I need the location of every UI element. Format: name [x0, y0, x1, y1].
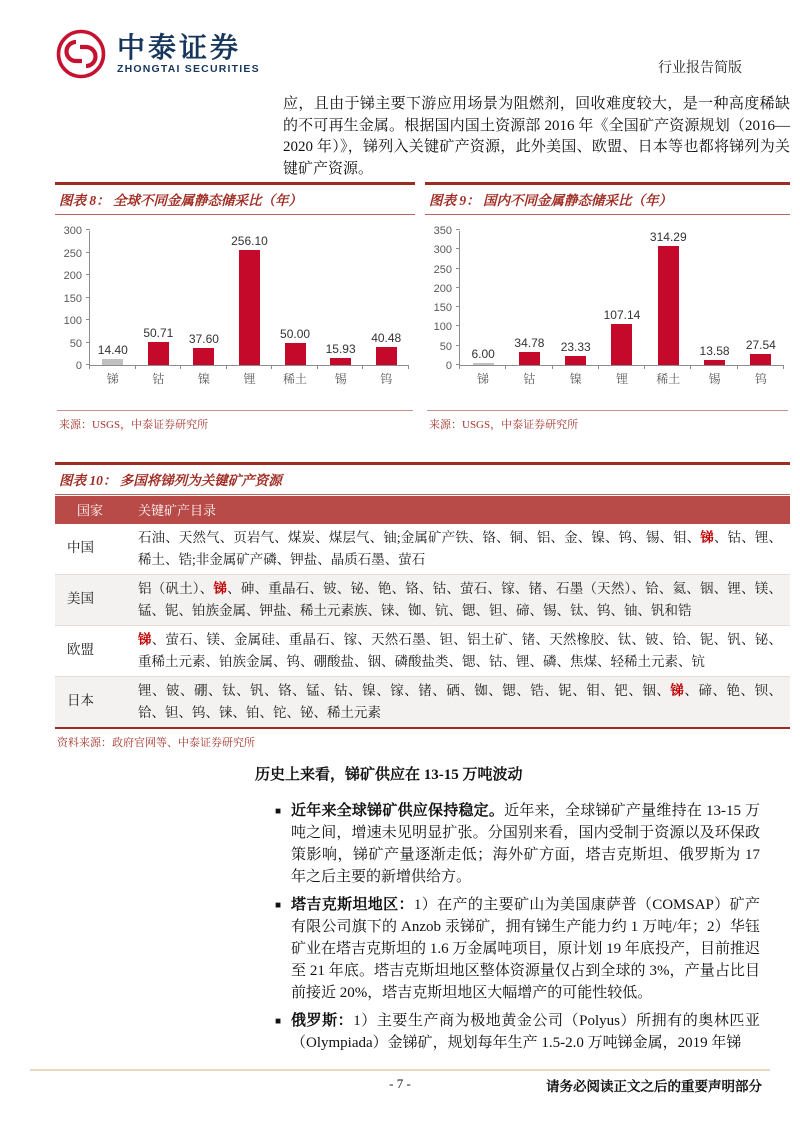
bar [750, 354, 771, 365]
highlighted-mineral: 锑 [138, 632, 152, 647]
bar [473, 363, 494, 365]
bar [565, 356, 586, 365]
logo-text [117, 33, 260, 75]
x-axis-tick-mark [180, 365, 181, 369]
bullet-rest-text: 1）主要生产商为极地黄金公司（Polyus）所拥有的奥林匹亚（Olympiada）金锑矿，规划每年生产 1.5-2.0 万吨锑金属，2019 年锑 [291, 1013, 760, 1051]
bullet-lead-text: 俄罗斯： [291, 1013, 354, 1029]
bar-slot [691, 230, 737, 365]
x-axis-tick-mark [135, 365, 136, 369]
figure-9-plot [459, 230, 784, 386]
figure-9-chart [425, 215, 790, 410]
x-axis-tick-mark [783, 365, 784, 369]
highlighted-mineral: 锑 [213, 581, 228, 596]
y-axis-tick-label: 150 [63, 292, 82, 305]
mineral-text: 、砷、重晶石、铍、铋、铯、铬、钴、萤石、镓、锗、石墨（天然）、铪、氦、铟、锂、镁、锰、铌、铂族金属、钾盐、稀土元素族、铼、铷、钪、锶、钽、碲、锡、钛、钨、铀、钒和锆 [138, 581, 783, 618]
figure-9-source: 来源：USGS，中泰证券研究所 [429, 419, 579, 431]
y-axis-tick-label: 0 [75, 360, 82, 372]
bullet-rest-text: 近年来，全球锑矿产量维持在 13-15 万吨之间，增速未见明显扩张。分国别来看，国内受制于资源以及环保政策影响，锑矿产量逐渐走低；海外矿方面，塔吉克斯坦、俄罗斯为 17 年之后主要的新增供给方。 [291, 803, 760, 885]
section-heading: 历史上来看，锑矿供应在 13-15 万吨波动 [255, 767, 523, 783]
x-axis-category-label: 锑 [477, 372, 490, 386]
bar [376, 347, 397, 365]
figure-9 [425, 182, 790, 438]
table-cell-country: 日本 [67, 693, 94, 708]
bullet-text [291, 894, 760, 1004]
y-axis-tick-label: 50 [69, 337, 82, 350]
report-type-label: 行业报告简版 [658, 61, 742, 76]
bar [330, 358, 351, 365]
bar [704, 360, 725, 365]
figure-8-chart [55, 215, 415, 410]
table-cell-country: 美国 [67, 591, 94, 606]
table-cell-minerals [138, 629, 790, 673]
x-axis-tick-mark [226, 365, 227, 369]
bullet-item [255, 1010, 760, 1054]
x-axis-category-label: 镍 [197, 372, 210, 386]
mineral-text: 、碲、铯、钡、铪、钽、钨、铼、铂、铊、铋、稀土元素 [138, 683, 783, 720]
bullet-text [291, 1010, 760, 1054]
bullet-square-icon: ■ [275, 900, 282, 911]
figure-10-title: 图表 10： 多国将锑列为关键矿产资源 [55, 465, 790, 495]
x-axis-tick-mark [408, 365, 409, 369]
bar-value-label: 107.14 [603, 307, 641, 322]
bar-slot [272, 230, 318, 365]
x-axis-category-label: 镍 [569, 372, 582, 386]
mineral-text: 、萤石、镁、金属硅、重晶石、镓、天然石墨、钽、铝土矿、锗、天然橡胶、钛、铍、铪、铌、钒、铋、重稀土元素、铂族金属、钨、硼酸盐、铟、磷酸盐类、锶、钴、锂、磷、焦煤、轻稀土元素、钪 [138, 632, 783, 669]
bullet-list [255, 800, 760, 1060]
x-axis-tick-mark [737, 365, 738, 369]
x-axis-tick-mark [89, 365, 90, 369]
x-axis-tick-mark [644, 365, 645, 369]
table-cell-minerals [138, 680, 790, 724]
bar-value-label: 50.00 [280, 326, 311, 341]
bar-value-label: 314.29 [649, 230, 687, 244]
x-axis-tick-mark [271, 365, 272, 369]
y-axis-tick-label: 150 [433, 302, 452, 315]
x-axis-tick-mark [690, 365, 691, 369]
x-axis-category-label: 稀土 [656, 372, 681, 386]
x-axis-tick-mark [552, 365, 553, 369]
bar [239, 250, 260, 365]
header-logo [55, 28, 260, 80]
x-axis-category-label: 钨 [380, 372, 393, 386]
bar-slot [553, 230, 599, 365]
bullet-item [255, 894, 760, 1004]
bar-slot [460, 230, 506, 365]
bar [102, 359, 123, 365]
footer-disclaimer: 请务必阅读正文之后的重要声明部分 [546, 1079, 762, 1094]
page-number: - 7 - [389, 1076, 411, 1091]
table-source: 资料来源：政府官网等、中泰证券研究所 [57, 737, 255, 749]
table-row [55, 575, 790, 626]
x-axis-category-label: 锑 [106, 372, 119, 386]
table-cell-minerals [138, 578, 790, 622]
x-axis-tick-mark [362, 365, 363, 369]
bar-value-label: 256.10 [231, 233, 268, 248]
bar-value-label: 27.54 [745, 338, 776, 353]
bar-value-label: 13.58 [699, 343, 730, 358]
bullet-lead-text: 塔吉克斯坦地区： [291, 897, 414, 913]
y-axis-tick-label: 350 [433, 225, 452, 237]
bar-slot [136, 230, 182, 365]
bar-slot [599, 230, 645, 365]
figure-8 [55, 182, 415, 438]
bar-value-label: 40.48 [371, 330, 402, 345]
table-row [55, 626, 790, 677]
figure-10-table [55, 462, 790, 750]
table-header-minerals: 关键矿产目录 [138, 503, 217, 518]
bar [519, 352, 540, 365]
bar-value-label: 6.00 [471, 346, 495, 361]
bullet-square-icon: ■ [275, 806, 282, 817]
x-axis-tick-mark [317, 365, 318, 369]
bar-value-label: 34.78 [514, 335, 545, 350]
x-axis-category-label: 稀土 [283, 372, 308, 386]
x-axis-category-label: 钴 [523, 372, 536, 386]
mineral-text: 石油、天然气、页岩气、煤炭、煤层气、铀;金属矿产铁、铬、铜、铝、金、镍、钨、锡、钼、 [138, 530, 701, 545]
logo-text-cn: 中泰证券 [117, 32, 242, 63]
y-axis-tick-label: 0 [445, 360, 452, 372]
x-axis-category-label: 钴 [152, 372, 165, 386]
figure-8-plot [89, 231, 409, 386]
y-axis-tick-label: 200 [63, 270, 82, 282]
table-body [55, 524, 790, 729]
bullet-item [255, 800, 760, 888]
y-axis-tick-label: 250 [63, 247, 82, 260]
x-axis-category-label: 钨 [754, 372, 767, 386]
y-axis-tick-label: 300 [433, 244, 452, 257]
y-axis-tick-label: 50 [439, 340, 452, 353]
bar-slot [738, 230, 784, 365]
x-axis-tick-mark [505, 365, 506, 369]
table-row [55, 524, 790, 575]
bar [148, 342, 169, 365]
bar [193, 348, 214, 365]
table-cell-country: 欧盟 [67, 642, 94, 657]
y-axis-tick-label: 100 [433, 321, 452, 334]
bullet-rest-text: 1）在产的主要矿山为美国康萨普（COMSAP）矿产有限公司旗下的 Anzob 汞锑矿，拥有锑生产能力约 1 万吨/年；2）华钰矿业在塔吉克斯坦的 1.6 万金属吨项目，原计划 19 年底投产，目前推迟至 21 年底。塔吉克斯坦地区整体资源量仅占到全球的 3%，产量占比目前接近 20%，塔吉克斯坦地区大幅增产的可能性较低。 [291, 897, 760, 1001]
mineral-text: 锂、铍、硼、钛、钒、铬、锰、钴、镍、镓、锗、硒、铷、锶、锆、铌、钼、钯、铟、 [138, 683, 671, 698]
bar-value-label: 15.93 [325, 341, 356, 356]
bar-value-label: 14.40 [97, 342, 128, 357]
x-axis-tick-mark [598, 365, 599, 369]
bar-value-label: 37.60 [188, 332, 219, 347]
table-header-row [55, 496, 790, 524]
intro-paragraph: 应，且由于锑主要下游应用场景为阻燃剂，回收难度较大，是一种高度稀缺的不可再生金属。根据国内国土资源部 2016 年《全国矿产资源规划（2016—2020 年）》，锑列入关键矿产资源，此外美国、欧盟、日本等也都将锑列为关键矿产资源。 [283, 96, 790, 178]
y-axis-tick-label: 200 [433, 282, 452, 295]
figure-8-yaxis [59, 225, 89, 372]
bullet-text [291, 800, 760, 888]
x-axis-category-label: 锂 [243, 372, 256, 386]
figure-9-title: 图表 9： 国内不同金属静态储采比（年） [425, 185, 790, 215]
bar-slot [318, 230, 364, 365]
y-axis-tick-label: 300 [63, 225, 82, 237]
bar-slot [227, 230, 273, 365]
bar-slot [90, 230, 136, 365]
bar [658, 246, 679, 365]
figure-8-source: 来源：USGS，中泰证券研究所 [59, 419, 209, 431]
highlighted-mineral: 锑 [670, 683, 685, 698]
bar-slot [645, 230, 691, 365]
bar-value-label: 50.71 [143, 326, 174, 341]
bar-slot [181, 230, 227, 365]
x-axis-category-label: 锡 [708, 372, 721, 386]
mineral-text: 、钴、锂、稀土、锆;非金属矿产磷、钾盐、晶质石墨、萤石 [138, 530, 783, 567]
bar-slot [363, 230, 409, 365]
table-cell-minerals [138, 527, 790, 571]
x-axis-category-label: 锂 [615, 372, 628, 386]
bar [285, 343, 306, 366]
bullet-square-icon: ■ [275, 1016, 282, 1027]
x-axis-tick-mark [459, 365, 460, 369]
highlighted-mineral: 锑 [700, 530, 715, 545]
table-header-country: 国家 [77, 503, 104, 518]
y-axis-tick-label: 100 [63, 315, 82, 327]
mineral-text: 铝（矾土）、 [138, 581, 214, 596]
y-axis-tick-label: 250 [433, 263, 452, 276]
bullet-lead-text: 近年来全球锑矿供应保持稳定。 [291, 803, 505, 819]
bar-value-label: 23.33 [560, 340, 591, 355]
table-row [55, 677, 790, 727]
table-cell-country: 中国 [67, 540, 94, 555]
x-axis-category-label: 锡 [334, 372, 347, 386]
footer-divider [30, 1069, 770, 1071]
figure-9-yaxis [429, 225, 459, 372]
figure-8-title: 图表 8： 全球不同金属静态储采比（年） [55, 185, 415, 215]
bar [611, 324, 632, 365]
zhongtai-logo-icon [55, 28, 107, 80]
bar-slot [506, 230, 552, 365]
logo-text-en: ZHONGTAI SECURITIES [117, 63, 260, 75]
